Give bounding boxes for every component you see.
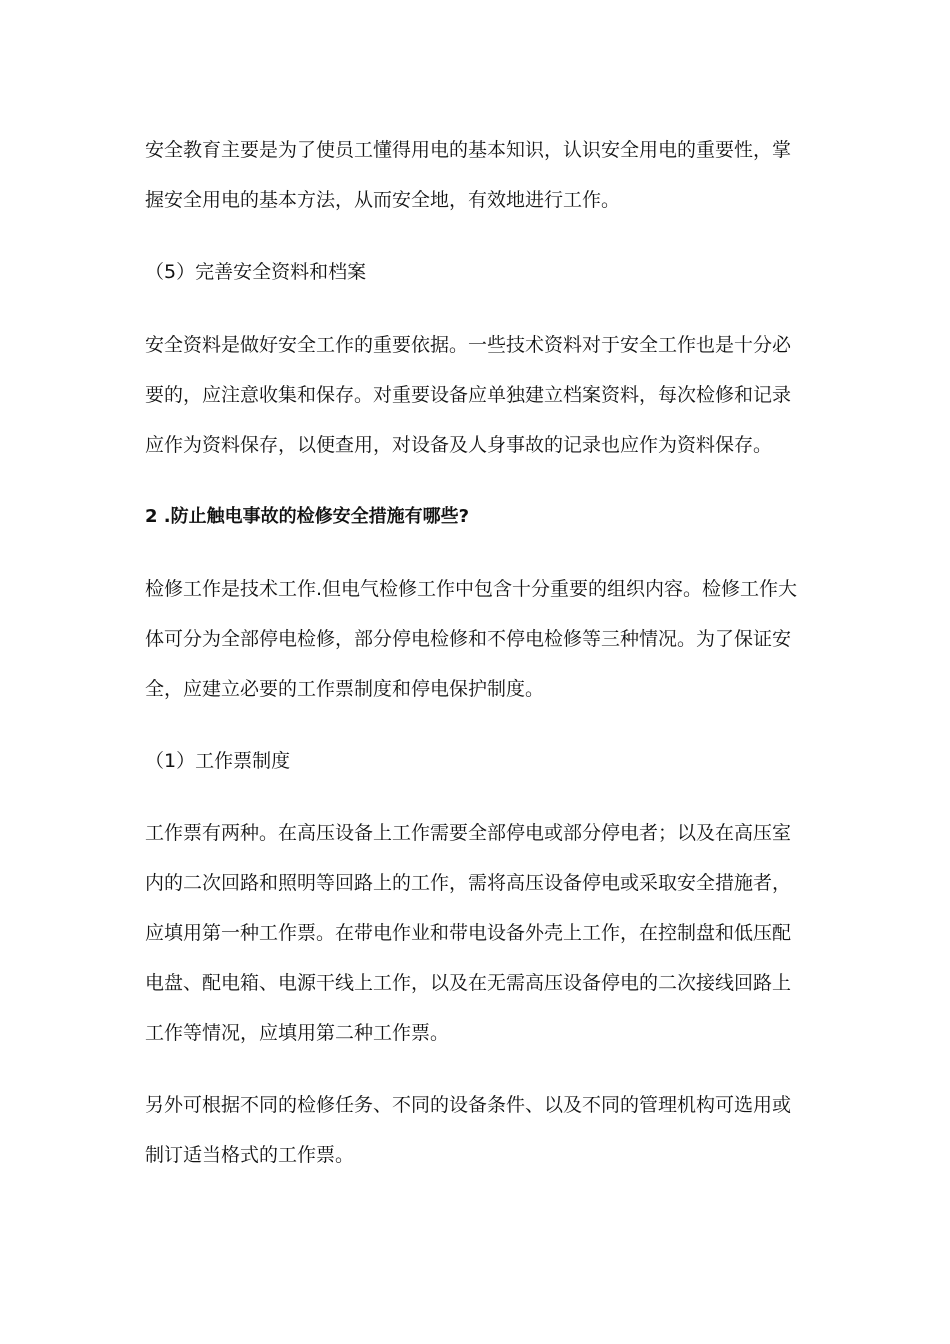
paragraph-other-tickets-line-2: 制订适当格式的工作票。 [145, 1144, 355, 1166]
paragraph-safety-education-line-2: 握安全用电的基本方法，从而安全地，有效地进行工作。 [145, 189, 621, 211]
paragraph-safety-records-line-1: 安全资料是做好安全工作的重要依据。一些技术资料对于安全工作也是十分必 [145, 334, 792, 356]
paragraph-maintenance-line-1: 检修工作是技术工作.但电气检修工作中包含十分重要的组织内容。检修工作大 [145, 578, 798, 600]
paragraph-maintenance-line-2: 体可分为全部停电检修，部分停电检修和不停电检修等三种情况。为了保证安 [145, 628, 792, 650]
paragraph-work-ticket-line-3: 应填用第一种工作票。在带电作业和带电设备外壳上工作，在控制盘和低压配 [145, 922, 792, 944]
subheading-work-ticket-system: （1）工作票制度 [145, 750, 291, 772]
paragraph-work-ticket-line-4: 电盘、配电箱、电源干线上工作，以及在无需高压设备停电的二次接线回路上 [145, 972, 792, 994]
paragraph-work-ticket-line-5: 工作等情况，应填用第二种工作票。 [145, 1022, 450, 1044]
paragraph-work-ticket-line-1: 工作票有两种。在高压设备上工作需要全部停电或部分停电者；以及在高压室 [145, 822, 792, 844]
paragraph-other-tickets-line-1: 另外可根据不同的检修任务、不同的设备条件、以及不同的管理机构可选用或 [145, 1094, 792, 1116]
paragraph-safety-records-line-3: 应作为资料保存，以便查用，对设备及人身事故的记录也应作为资料保存。 [145, 434, 773, 456]
section-heading-maintenance-measures: 2 .防止触电事故的检修安全措施有哪些? [145, 506, 470, 527]
subheading-safety-records: （5）完善安全资料和档案 [145, 261, 367, 283]
paragraph-work-ticket-line-2: 内的二次回路和照明等回路上的工作，需将高压设备停电或采取安全措施者， [145, 872, 792, 894]
paragraph-safety-records-line-2: 要的，应注意收集和保存。对重要设备应单独建立档案资料，每次检修和记录 [145, 384, 792, 406]
paragraph-safety-education-line-1: 安全教育主要是为了使员工懂得用电的基本知识，认识安全用电的重要性，掌 [145, 139, 792, 161]
paragraph-maintenance-line-3: 全，应建立必要的工作票制度和停电保护制度。 [145, 678, 545, 700]
